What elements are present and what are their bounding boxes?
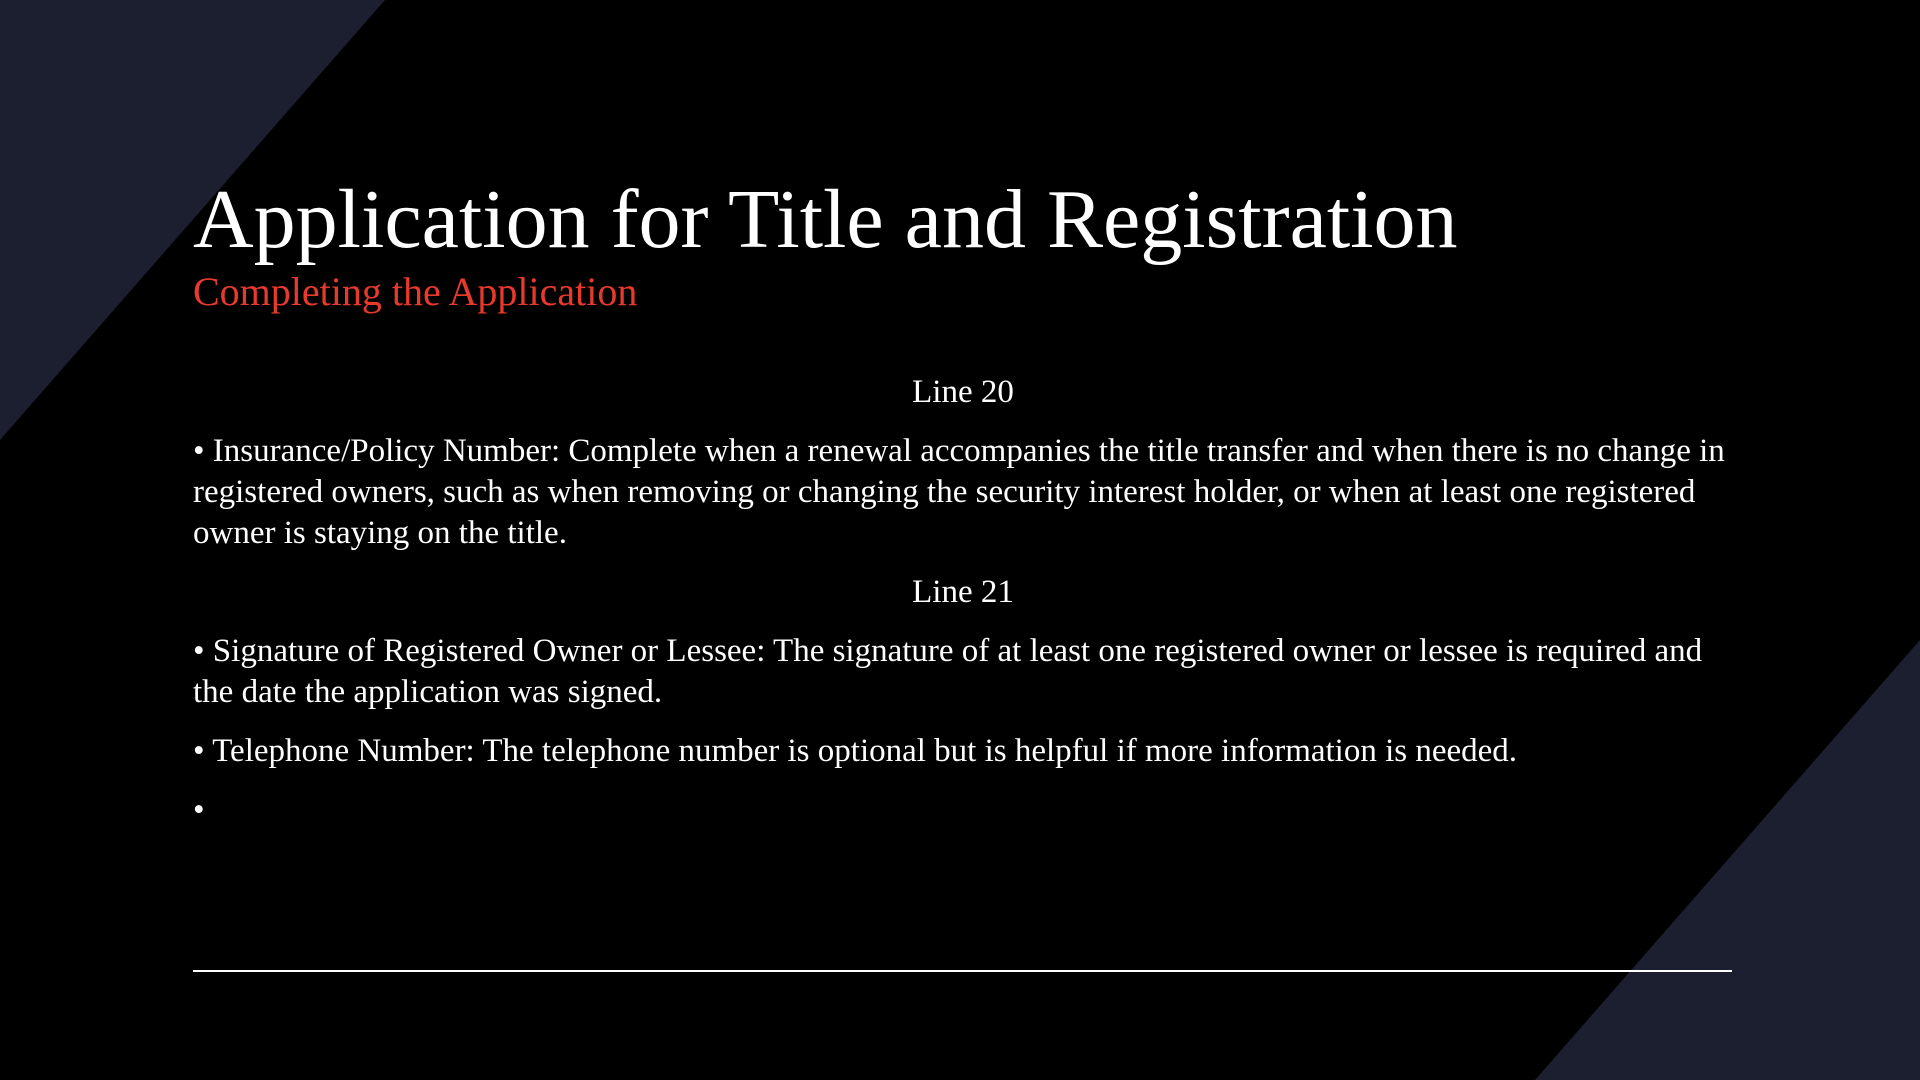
slide-subtitle: Completing the Application xyxy=(193,269,638,314)
bullet-telephone-number: • Telephone Number: The telephone number is optional but is helpful if more information is needed. xyxy=(193,733,1518,769)
bullet-signature-owner-lessee: • Signature of Registered Owner or Lessee: The signature of at least one registered owner or lessee is required and the date the application was signed. xyxy=(193,633,1703,710)
bullet-empty: • xyxy=(193,792,205,828)
slide-title: Application for Title and Registration xyxy=(193,173,1458,266)
slide-body xyxy=(193,372,1733,849)
bullet-insurance-policy-number: • Insurance/Policy Number: Complete when a renewal accompanies the title transfer and when there is no change in registered owners, such as when removing or changing the security interest holder, or when at least one registered owner is staying on the title. xyxy=(193,433,1725,551)
footer-divider xyxy=(193,970,1732,972)
section-heading-line-20: Line 20 xyxy=(912,374,1014,410)
section-heading-line-21: Line 21 xyxy=(912,574,1014,610)
